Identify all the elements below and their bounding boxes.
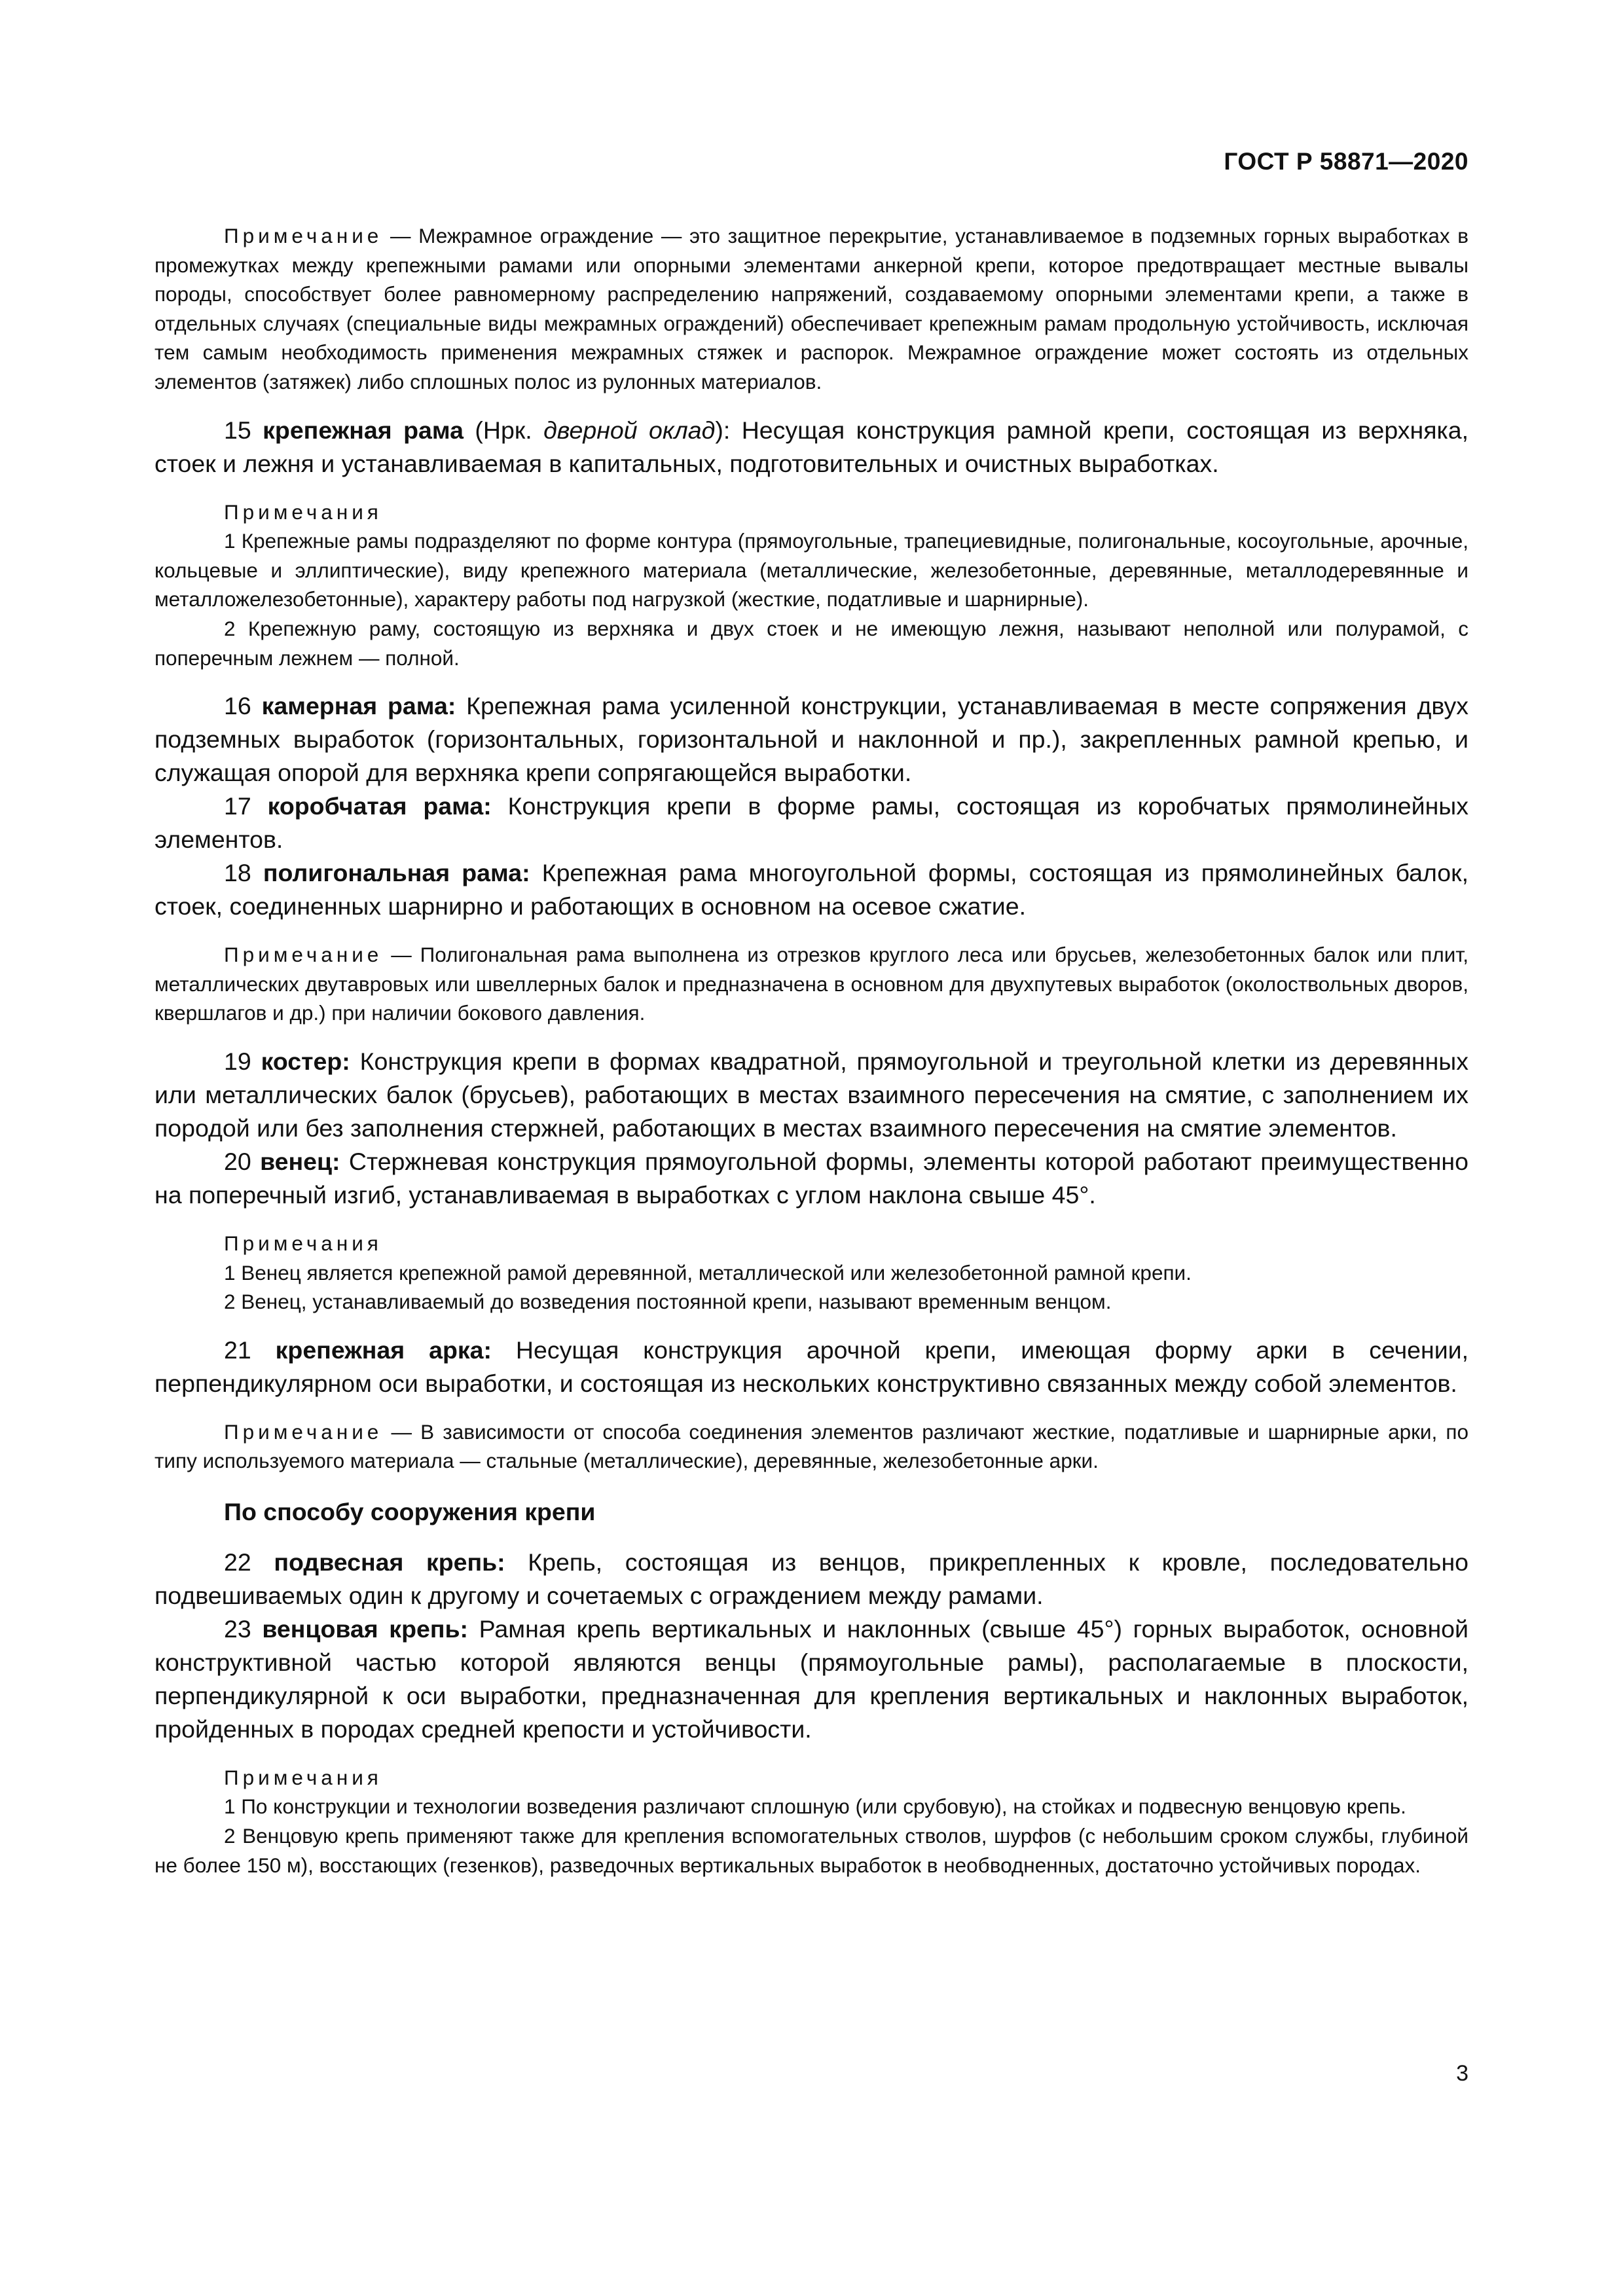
page-number: 3 — [1456, 2061, 1468, 2086]
term-title: подвесная крепь: — [274, 1548, 505, 1576]
term-title: венцовая крепь: — [262, 1614, 469, 1643]
term-23: 23 венцовая крепь: Рамная крепь вертикальных и наклонных (свыше 45°) горных выработок, основной конструктивной частью которой являются венцы (прямоугольные рамы), располагаемые в плоскости, перпендикулярной к оси выработки, предназначенная для крепления вертикальных и наклонных выработок, пройденных в породах средней крепости и устойчивости. — [155, 1614, 1468, 1743]
term-22: 22 подвесная крепь: Крепь, состоящая из венцов, прикрепленных к кровле, последовательно подвешиваемых один к другому и сочетаемых с ограждением между рамами. — [155, 1548, 1469, 1609]
term-definition: Несущая конструкция рамной крепи, состоящая из верхняка, стоек и лежня и устанавливаемая в капитальных, подготовительных и очистных выработках. — [155, 416, 1469, 477]
term-title: крепежная рама — [263, 416, 464, 444]
term-definition: Несущая конструкция арочной крепи, имеющая форму арки в сечении, перпендикулярном оси выработки, и состоящая из нескольких конструктивно связанных между собой элементов. — [155, 1336, 1469, 1397]
term-definition: Крепежная рама многоугольной формы, состоящая из прямолинейных балок, стоек, соединенных шарнирно и работающих в основном на осевое сжатие. — [155, 859, 1468, 920]
note-text: Межрамное ограждение — это защитное перекрытие, устанавливаемое в подземных горных выработках в промежутках между крепежными рамами или опорными элементами анкерной крепи, которое предотвращает местные вывалы породы, способствует более равномерному распределению напряжений, создаваемому опорными элементами крепи, а также в отдельных случаях (специальные виды межрамных ограждений) обеспечивает крепежным рамам продольную устойчивость, исключая тем самым необходимость применения межрамных стяжек и распорок. Межрамное ограждение может состоять из отдельных элементов (затяжек) либо сплошных полос из рулонных материалов. — [155, 224, 1468, 393]
term-definition: Стержневая конструкция прямоугольной формы, элементы которой работают преимущественно на поперечный изгиб, устанавливаемая в выработках с углом наклона свыше 45°. — [155, 1147, 1468, 1209]
term-17: 17 коробчатая рама: Конструкция крепи в форме рамы, состоящая из коробчатых прямолинейных элементов. — [155, 792, 1468, 854]
term-title: венец: — [260, 1147, 340, 1175]
term-20: 20 венец: Стержневая конструкция прямоугольной формы, элементы которой работают преимущественно на поперечный изгиб, устанавливаемая в выработках с углом наклона свыше 45°. — [155, 1147, 1468, 1209]
note-21: Примечание — В зависимости от способа соединения элементов различают жесткие, податливые и шарнирные арки, по типу используемого материала — стальные (металлические), деревянные, железобетонные арки. — [155, 1419, 1468, 1473]
notes-label: Примечания — [224, 1765, 382, 1789]
notes-23 — [155, 1763, 1468, 1880]
term-21: 21 крепежная арка: Несущая конструкция арочной крепи, имеющая форму арки в сечении, перпендикулярном оси выработки, и состоящая из нескольких конструктивно связанных между собой элементов. — [155, 1336, 1469, 1397]
term-18: 18 полигональная рама: Крепежная рама многоугольной формы, состоящая из прямолинейных балок, стоек, соединенных шарнирно и работающих в основном на осевое сжатие. — [155, 859, 1468, 920]
term-title: костер: — [261, 1047, 350, 1075]
notes-label: Примечания — [224, 500, 382, 524]
term-title: полигональная рама: — [263, 859, 530, 887]
note-14: Примечание — Межрамное ограждение — это защитное перекрытие, устанавливаемое в подземных горных выработках в промежутках между крепежными рамами или опорными элементами анкерной крепи, которое предотвращает местные вывалы породы, способствует более равномерному распределению напряжений, создаваемому опорными элементами крепи, а также в отдельных случаях (специальные виды межрамных ограждений) обеспечивает крепежным рамам продольную устойчивость, исключая тем самым необходимость применения межрамных стяжек и распорок. Межрамное ограждение может состоять из отдельных элементов (затяжек) либо сплошных полос из рулонных материалов. — [155, 224, 1468, 393]
term-definition: Конструкция крепи в формах квадратной, прямоугольной и треугольной клетки из деревянных или металлических балок (брусьев), работающих в местах взаимного пересечения на смятие, с заполнением их породой или без заполнения стержней, работающих в местах взаимного пересечения на смятие элементов. — [155, 1047, 1468, 1142]
note-text: Полигональная рама выполнена из отрезков круглого леса или брусьев, железобетонных балок или плит, металлических двутавровых или швеллерных балок и предназначена в основном для двухпутевых выработок (околоствольных дворов, квершлагов и др.) при наличии бокового давления. — [155, 943, 1468, 1025]
note-text: В зависимости от способа соединения элементов различают жесткие, податливые и шарнирные арки, по типу используемого материала — стальные (металлические), деревянные, железобетонные арки. — [155, 1419, 1468, 1473]
term-title: коробчатая рама: — [267, 792, 492, 820]
note-label: Примечание — [224, 1419, 383, 1444]
note-item: 2 Крепежную раму, состоящую из верхняка и двух стоек и не имеющую лежня, называют неполной или полурамой, с поперечным лежнем — полной. — [155, 616, 1468, 670]
note-label: Примечание — [224, 943, 383, 967]
section-heading: По способу сооружения крепи — [224, 1497, 596, 1525]
term-definition: Крепежная рама усиленной конструкции, устанавливаемая в месте сопряжения двух подземных выработок (горизонтальных, горизонтальной и наклонной и пр.), закрепленных рамной крепью, и служащая опорой для верхняка крепи сопрягающейся выработки. — [155, 692, 1468, 787]
notes-15 — [155, 498, 1468, 673]
term-19: 19 костер: Конструкция крепи в формах квадратной, прямоугольной и треугольной клетки из деревянных или металлических балок (брусьев), работающих в местах взаимного пересечения на смятие, с заполнением их породой или без заполнения стержней, работающих в местах взаимного пересечения на смятие элементов. — [155, 1047, 1468, 1142]
term-title: камерная рама: — [261, 692, 456, 720]
note-item: 1 Крепежные рамы подразделяют по форме контура (прямоугольные, трапециевидные, полигональные, косоугольные, арочные, кольцевые и эллиптические), виду крепежного материала (металлические, железобетонные, деревянные, металлодеревянные и металложелезобетонные), характеру работы под нагрузкой (жесткие, податливые и шарнирные). — [155, 529, 1468, 611]
notes-label: Примечания — [224, 1231, 382, 1255]
term-15: 15 крепежная рама (Нрк. дверной оклад): Несущая конструкция рамной крепи, состоящая из верхняка, стоек и лежня и устанавливаемая в капитальных, подготовительных и очистных выработках. — [155, 416, 1469, 477]
note-18: Примечание — Полигональная рама выполнена из отрезков круглого леса или брусьев, железобетонных балок или плит, металлических двутавровых или швеллерных балок и предназначена в основном для двухпутевых выработок (околоствольных дворов, квершлагов и др.) при наличии бокового давления. — [155, 943, 1468, 1025]
term-definition: Рамная крепь вертикальных и наклонных (свыше 45°) горных выработок, основной конструктивной частью которой являются венцы (прямоугольные рамы), располагаемые в плоскости, перпендикулярной к оси выработки, предназначенная для крепления вертикальных и наклонных выработок, пройденных в породах средней крепости и устойчивости. — [155, 1614, 1468, 1743]
document-code: ГОСТ Р 58871—2020 — [1224, 148, 1468, 175]
term-title: крепежная арка: — [275, 1336, 492, 1364]
term-definition: Конструкция крепи в форме рамы, состоящая из коробчатых прямолинейных элементов. — [155, 792, 1468, 854]
note-item: 2 Венцовую крепь применяют также для крепления вспомогательных стволов, шурфов (с небольшим сроком службы, глубиной не более 150 м), восстающих (гезенков), разведочных вертикальных выработок в необводненных, достаточно устойчивых породах. — [155, 1824, 1468, 1877]
term-16: 16 камерная рама: Крепежная рама усиленной конструкции, устанавливаемая в месте сопряжения двух подземных выработок (горизонтальных, горизонтальной и наклонной и пр.), закрепленных рамной крепью, и служащая опорой для верхняка крепи сопрягающейся выработки. — [155, 692, 1468, 787]
note-label: Примечание — [224, 224, 383, 247]
term-definition: Крепь, состоящая из венцов, прикрепленных к кровле, последовательно подвешиваемых один к другому и сочетаемых с ограждением между рамами. — [155, 1548, 1469, 1609]
note-item: 1 Венец является крепежной рамой деревянной, металлической или железобетонной рамной крепи. — [224, 1260, 1192, 1285]
term-synonym: дверной оклад — [543, 416, 716, 444]
page-content — [155, 221, 1468, 1880]
note-item: 2 Венец, устанавливаемый до возведения постоянной крепи, называют временным венцом. — [224, 1290, 1112, 1314]
notes-20 — [155, 1229, 1468, 1317]
note-item: 1 По конструкции и технологии возведения различают сплошную (или срубовую), на стойках и подвесную венцовую крепь. — [224, 1795, 1406, 1819]
